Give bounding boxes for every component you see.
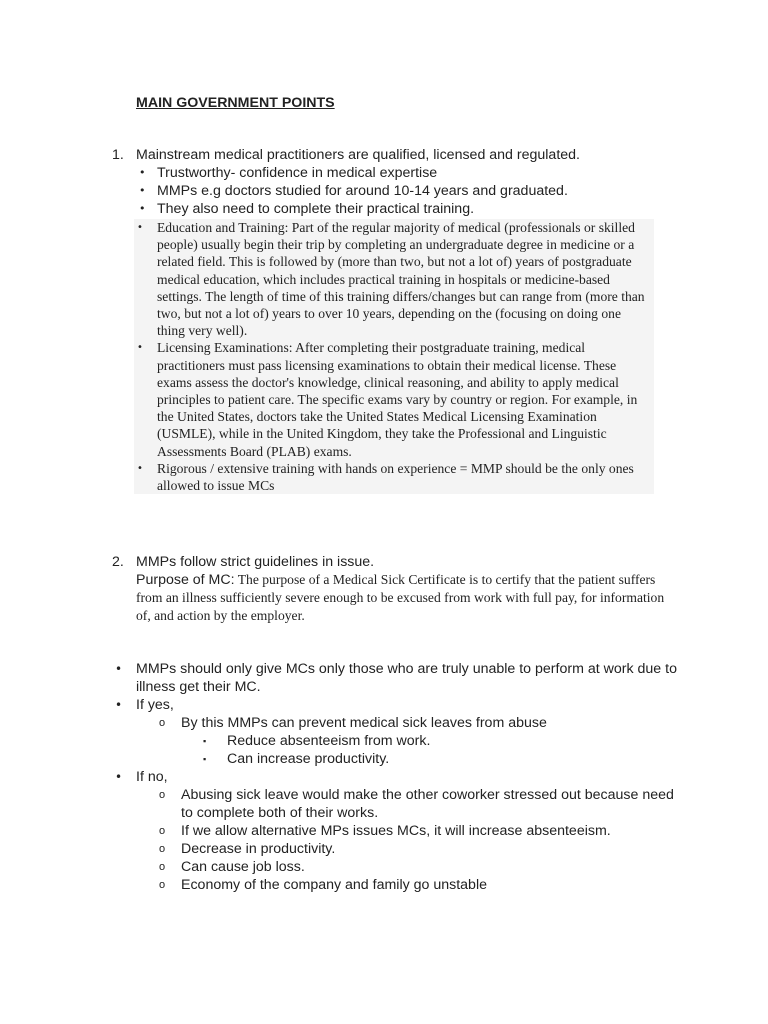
point-number: 1. (112, 147, 124, 163)
shaded-detail-list (134, 219, 654, 494)
purpose-paragraph (136, 571, 682, 625)
list-item-text: MMPs should only give MCs only those who are truly unable to perform at work due to illness get their MC. (136, 661, 677, 695)
sub-list-item: o Abusing sick leave would make the other coworker stressed out because need to complete both of their works. (136, 786, 682, 822)
list-item (112, 660, 682, 696)
sub-list-item: o Can cause job loss. (136, 858, 682, 876)
list-item: • Rigorous / extensive training with hands on experience = MMP should be the only ones allowed to issue MCs (134, 460, 654, 494)
sub-sub-list-item: ▪ Can increase productivity. (181, 750, 682, 768)
list-item-text: If yes, (136, 697, 174, 713)
sub-list (136, 786, 682, 894)
numbered-point-1 (112, 146, 682, 494)
list-item-text: By this MMPs can prevent medical sick leaves from abuse (181, 715, 547, 731)
list-item: • Education and Training: Part of the regular majority of medical (professionals or skilled people) usually begin their trip by completing an undergraduate degree in medicine or a related field. This is followed by (more than two, but not a lot of) years of postgraduate medical education, which includes practical training in hospitals or medicine-based settings. The length of time of this training differs/changes but can range from (more than two, but not a lot of) years to over 10 years, depending on the (focusing on doing one thing very well). (134, 219, 654, 339)
list-item-text: If no, (136, 769, 168, 785)
list-item: • Licensing Examinations: After completing their postgraduate training, medical practitioners must pass licensing examinations to obtain their medical license. These exams assess the doctor's knowledge, clinical reasoning, and ability to apply medical principles to patient care. The specific exams vary by country or region. For example, in the United States, doctors take the United States Medical Licensing Examination (USMLE), while in the United Kingdom, they take the Professional and Linguistic Assessments Board (PLAB) exams. (134, 339, 654, 459)
bottom-bullet-list (112, 660, 682, 894)
sub-list-item (136, 714, 682, 768)
sub-list (136, 714, 682, 768)
list-item: • Trustworthy- confidence in medical expertise (136, 164, 682, 182)
list-item: • They also need to complete their practical training. (136, 200, 682, 218)
purpose-label: Purpose of MC: (136, 572, 235, 588)
sub-list-item: o Economy of the company and family go unstable (136, 876, 682, 894)
point-1-bullet-list (136, 164, 682, 218)
point-text: Mainstream medical practitioners are qualified, licensed and regulated. (136, 147, 580, 163)
list-item: • MMPs e.g doctors studied for around 10-14 years and graduated. (136, 182, 682, 200)
list-item (112, 768, 682, 894)
sub-list-item: o Decrease in productivity. (136, 840, 682, 858)
numbered-point-2 (112, 553, 682, 625)
point-text: MMPs follow strict guidelines in issue. (136, 554, 375, 570)
point-number: 2. (112, 554, 124, 570)
sub-sub-list (181, 732, 682, 768)
sub-sub-list-item: ▪ Reduce absenteeism from work. (181, 732, 682, 750)
purpose-text: The purpose of a Medical Sick Certificate is to certify that the patient suffers from an illness sufficiently severe enough to be excused from work with full pay, for information of, and action by the employer. (136, 572, 665, 623)
list-item (112, 696, 682, 768)
document-heading: MAIN GOVERNMENT POINTS (136, 95, 335, 111)
sub-list-item: o If we allow alternative MPs issues MCs, it will increase absenteeism. (136, 822, 682, 840)
